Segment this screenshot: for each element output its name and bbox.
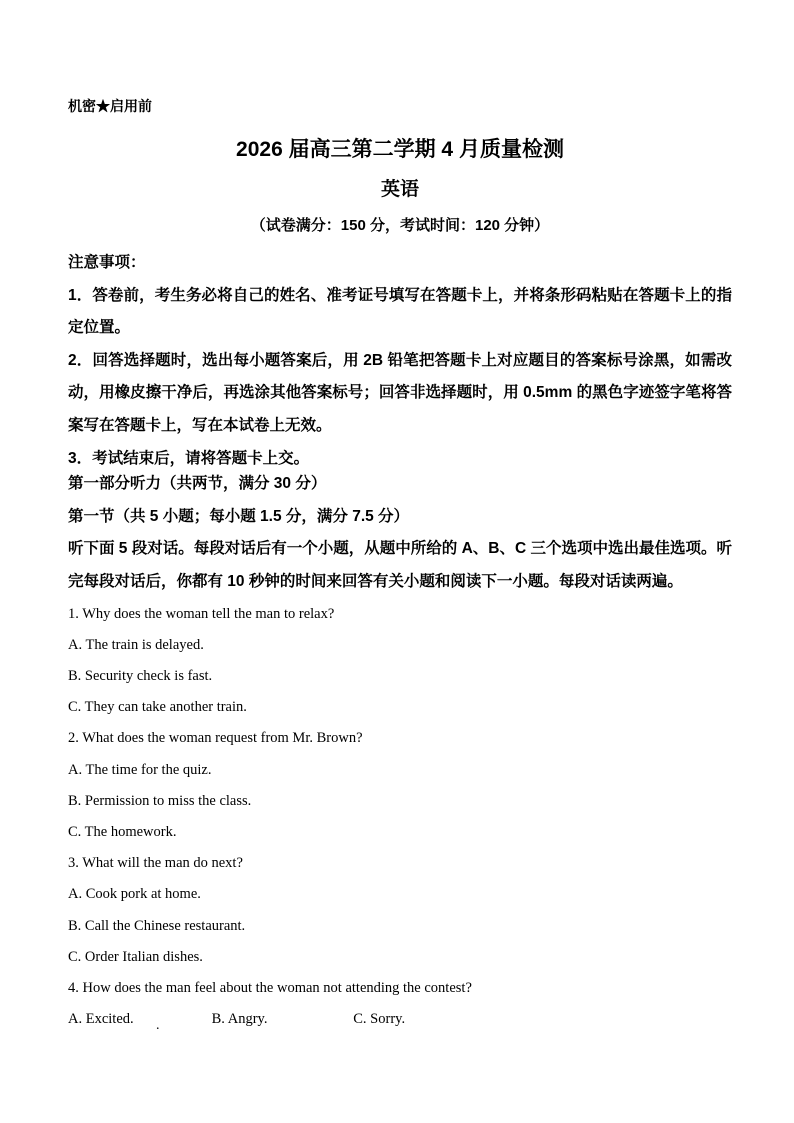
inline-options-row	[68, 1004, 732, 1035]
exam-subject: 英语	[380, 179, 419, 200]
exam-meta: （试卷满分：150 分，考试时间：120 分钟）	[250, 217, 550, 234]
option-a: A. Excited.	[68, 1011, 134, 1028]
question-text: 1. Why does the woman tell the man to relax?	[68, 605, 335, 622]
question-1-block	[68, 599, 732, 724]
option-a: A. The train is delayed.	[68, 636, 204, 653]
notice-item-3: 3．考试结束后，请将答题卡上交。	[68, 449, 310, 467]
option-b: B. Angry.	[211, 1011, 268, 1028]
question-text: 4. How does the man feel about the woman not attending the contest?	[68, 979, 472, 996]
option-c: C. The homework.	[68, 823, 177, 840]
notice-item-2: 2．回答选择题时，选出每小题答案后，用 2B 铅笔把答题卡上对应题目的答案标号涂黑，如需改动，用橡皮擦干净后，再选涂其他答案标号；回答非选择题时，用 0.5mm 的黑色字迹签字笔将答案写在答题卡上，写在本试卷上无效。	[68, 351, 732, 434]
question-text: 3. What will the man do next?	[68, 855, 243, 872]
page-content	[0, 98, 794, 1035]
option-a: A. Cook pork at home.	[68, 886, 201, 903]
option-b: B. Security check is fast.	[68, 667, 213, 684]
option-c: C. Order Italian dishes.	[68, 948, 203, 965]
security-notice: 机密★启用前	[68, 98, 152, 114]
notice-item-1: 1．答卷前，考生务必将自己的姓名、准考证号填写在答题卡上，并将条形码粘贴在答题卡上的指定位置。	[68, 286, 732, 337]
notes-heading: 注意事项：	[68, 254, 146, 271]
option-c: C. Sorry.	[353, 1011, 406, 1028]
listening-instructions: 听下面 5 段对话。每段对话后有一个小题，从题中所给的 A、B、C 三个选项中选出最佳选项。听完每段对话后，你都有 10 秒钟的时间来回答有关小题和阅读下一小题。每段对话读两遍。	[68, 540, 732, 590]
stray-dot-mark: .	[156, 1018, 160, 1033]
part1-heading: 第一部分听力（共两节，满分 30 分）	[68, 475, 327, 493]
question-2-block	[68, 723, 732, 848]
question-text: 2. What does the woman request from Mr. Brown?	[68, 730, 363, 747]
option-c: C. They can take another train.	[68, 699, 247, 716]
option-b: B. Call the Chinese restaurant.	[68, 917, 246, 934]
question-4-block	[68, 973, 732, 1035]
exam-title: 2026 届高三第二学期 4 月质量检测	[236, 138, 564, 161]
question-3-block	[68, 848, 732, 973]
option-a: A. The time for the quiz.	[68, 761, 212, 778]
option-b: B. Permission to miss the class.	[68, 792, 252, 809]
section1-heading: 第一节（共 5 小题；每小题 1.5 分，满分 7.5 分）	[68, 507, 410, 525]
